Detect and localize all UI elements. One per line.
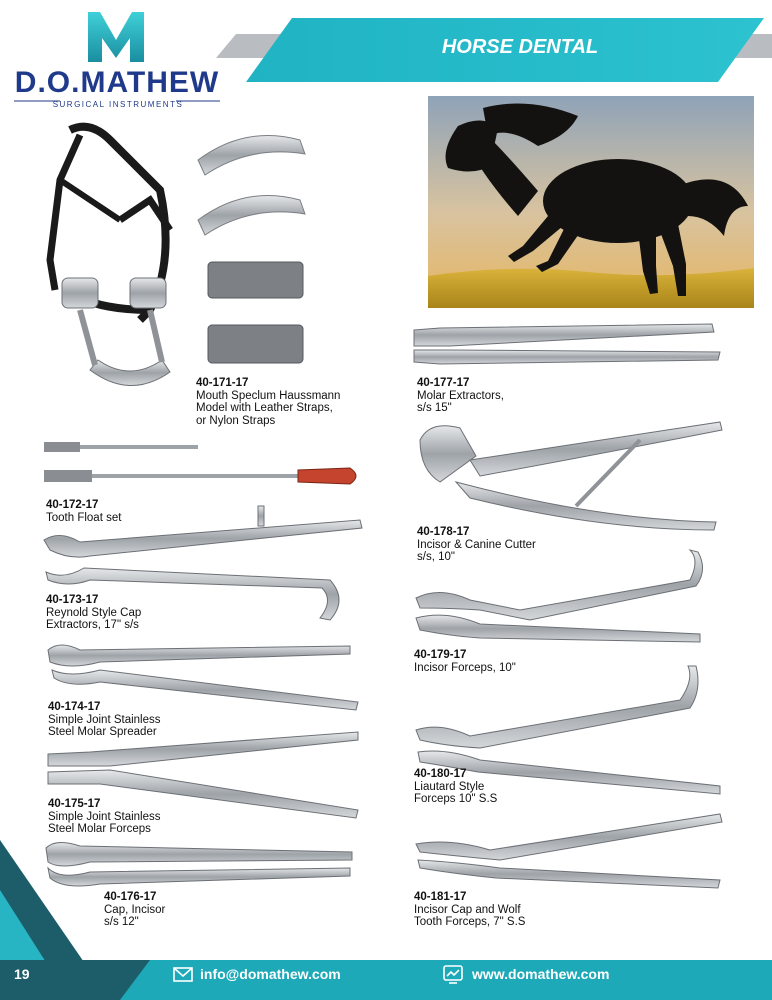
product-desc-line: s/s 15" bbox=[417, 402, 452, 414]
product-code: 40-176-17 bbox=[104, 891, 157, 903]
product-desc-line: Liautard Style bbox=[414, 780, 485, 793]
product-40-177-17 bbox=[417, 377, 504, 415]
product-code: 40-180-17 bbox=[414, 768, 467, 780]
footer-graphics bbox=[0, 840, 772, 1000]
footer-website-link[interactable]: www.domathew.com bbox=[472, 966, 610, 982]
product-desc-line: Incisor Forceps, 10" bbox=[414, 661, 516, 674]
product-code: 40-181-17 bbox=[414, 891, 467, 903]
tooth-float-set-image bbox=[44, 442, 356, 484]
product-40-175-17 bbox=[48, 798, 161, 836]
product-desc-line: s/s, 10" bbox=[417, 551, 455, 563]
product-desc-line: Forceps 10" S.S bbox=[414, 793, 498, 805]
product-desc-line: Steel Molar Forceps bbox=[48, 823, 151, 835]
mouth-speculum-image bbox=[50, 127, 170, 386]
product-code: 40-177-17 bbox=[417, 377, 470, 389]
product-desc-line: s/s 12" bbox=[104, 916, 139, 928]
footer-email-link[interactable]: info@domathew.com bbox=[200, 966, 341, 982]
product-desc-line: Simple Joint Stainless bbox=[48, 810, 161, 823]
brand-tagline: SURGICAL INSTRUMENTS bbox=[52, 100, 184, 109]
product-40-178-17 bbox=[417, 526, 536, 564]
product-desc-line: Extractors, 17" s/s bbox=[46, 619, 139, 631]
product-code: 40-178-17 bbox=[417, 526, 470, 538]
molar-extractors-image bbox=[414, 324, 720, 364]
incisor-forceps-image bbox=[416, 550, 703, 642]
product-desc-line: Incisor & Canine Cutter bbox=[417, 538, 536, 551]
product-40-174-17 bbox=[48, 701, 161, 739]
product-desc-line: Tooth Forceps, 7" S.S bbox=[414, 916, 526, 928]
product-code: 40-171-17 bbox=[196, 377, 249, 389]
brand-name: D.O.MATHEW bbox=[14, 66, 220, 99]
product-desc-line: Tooth Float set bbox=[46, 511, 122, 524]
logo-monogram-icon bbox=[88, 12, 144, 62]
page-title: HORSE DENTAL bbox=[441, 36, 599, 58]
product-code: 40-172-17 bbox=[46, 499, 99, 511]
product-desc-line: Molar Extractors, bbox=[417, 389, 504, 402]
product-desc-line: Simple Joint Stainless bbox=[48, 713, 161, 726]
product-40-180-17 bbox=[414, 768, 497, 806]
product-40-172-17 bbox=[46, 499, 121, 524]
page-number: 19 bbox=[14, 966, 30, 982]
product-desc-line: Steel Molar Spreader bbox=[48, 726, 157, 738]
incisor-canine-cutter-image bbox=[420, 422, 722, 530]
product-desc-line: Model with Leather Straps, bbox=[196, 402, 333, 414]
product-desc-line: Incisor Cap and Wolf bbox=[414, 903, 521, 916]
product-desc-line: Cap, Incisor bbox=[104, 903, 166, 916]
product-40-173-17 bbox=[46, 594, 141, 632]
product-code: 40-179-17 bbox=[414, 649, 467, 661]
product-desc-line: Mouth Speclum Haussmann bbox=[196, 389, 341, 402]
product-code: 40-174-17 bbox=[48, 701, 101, 713]
product-desc-line: Reynold Style Cap bbox=[46, 606, 142, 619]
product-code: 40-173-17 bbox=[46, 594, 99, 606]
product-40-171-17 bbox=[196, 377, 340, 427]
product-code: 40-175-17 bbox=[48, 798, 101, 810]
product-40-179-17 bbox=[414, 649, 516, 674]
speculum-plates-image bbox=[198, 136, 305, 364]
product-desc-line: or Nylon Straps bbox=[196, 414, 276, 427]
